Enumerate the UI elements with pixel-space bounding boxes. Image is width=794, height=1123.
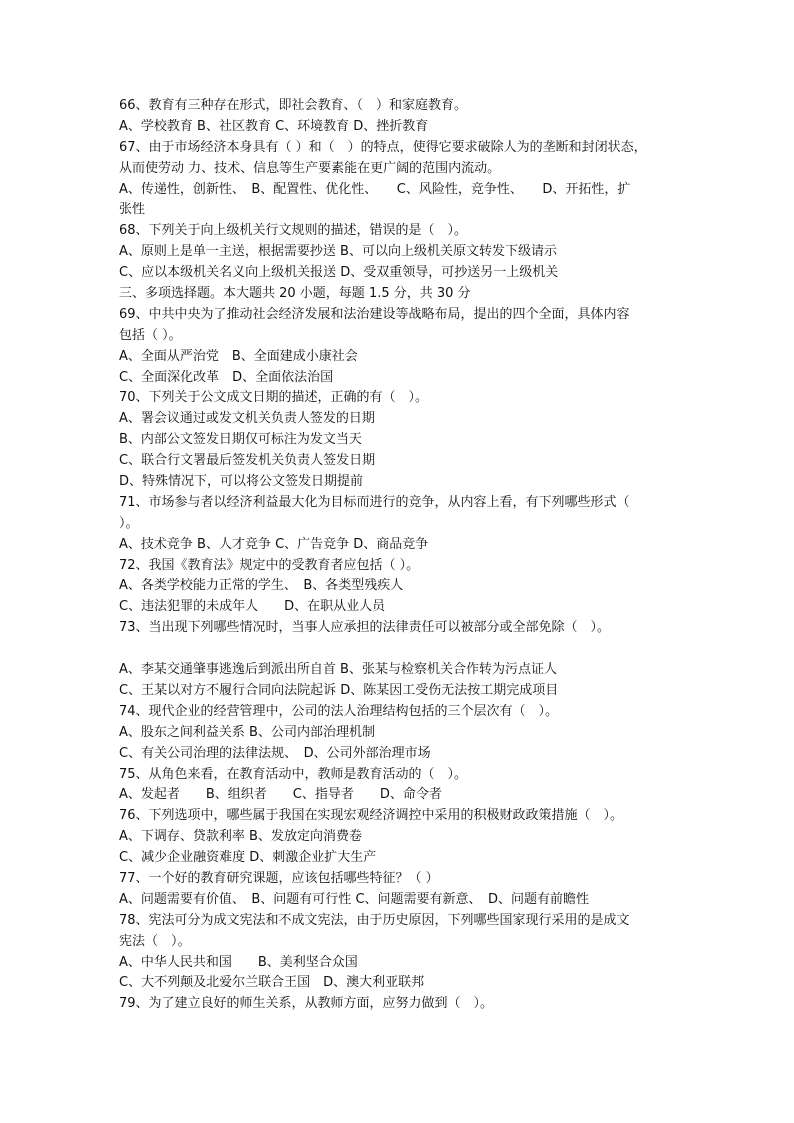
text-line: 75、从角色来看，在教育活动中，教师是教育活动的（ ）。	[119, 766, 468, 782]
text-line: A、股东之间利益关系 B、公司内部治理机制	[119, 724, 375, 740]
text-line: 76、下列选项中，哪些属于我国在实现宏观经济调控中采用的积极财政政策措施（ ）。	[119, 808, 624, 824]
section-heading: 三、多项选择题。本大题共 20 小题，每题 1.5 分，共 30 分	[119, 286, 471, 302]
text-line: B、内部公文签发日期仅可标注为发文当天	[119, 432, 362, 448]
text-line: C、联合行文署最后签发机关负责人签发日期	[119, 453, 376, 469]
text-line: C、减少企业融资难度 D、刺激企业扩大生产	[119, 850, 377, 866]
text-line: C、应以本级机关名义向上级机关报送 D、受双重领导，可抄送另一上级机关	[119, 265, 559, 281]
document-page	[119, 96, 687, 1015]
text-line: 73、当出现下列哪些情况时，当事人应承担的法律责任可以被部分或全部免除（ ）。	[119, 620, 611, 636]
text-line: 67、由于市场经济本身具有（ ）和（ ）的特点，使得它要求破除人为的垄断和封闭状态，	[119, 139, 647, 155]
text-line: 71、市场参与者以经济利益最大化为目标而进行的竞争，从内容上看，有下列哪些形式（	[119, 494, 630, 510]
text-line: 72、我国《教育法》规定中的受教育者应包括（ ）。	[119, 557, 420, 573]
text-line: D、特殊情况下，可以将公文签发日期提前	[119, 474, 364, 490]
text-line: C、王某以对方不履行合同向法院起诉 D、陈某因工受伤无法按工期完成项目	[119, 682, 559, 698]
text-line: 包括（ ）。	[119, 327, 182, 343]
text-line: 66、教育有三种存在形式，即社会教育、（ ）和家庭教育。	[119, 98, 468, 113]
text-line: A、学校教育 B、社区教育 C、环境教育 D、挫折教育	[119, 118, 429, 134]
text-line: A、中华人民共和国 B、美利坚合众国	[119, 954, 358, 970]
text-line: A、下调存、贷款利率 B、发放定向消费卷	[119, 829, 362, 845]
text-line: 77、一个好的教育研究课题，应该包括哪些特征？（ ）	[119, 870, 439, 886]
text-line: C、全面深化改革 D、全面依法治国	[119, 369, 334, 385]
text-line: 70、下列关于公文成文日期的描述，正确的有（ ）。	[119, 390, 429, 406]
text-line: 宪法（ ）。	[119, 933, 191, 949]
text-line: 68、下列关于向上级机关行文规则的描述，错误的是（ ）。	[119, 223, 468, 239]
text-line: A、传递性，创新性、 B、配置性、优化性、 C、风险性，竞争性、 D、开拓性，扩	[119, 181, 631, 197]
text-line: A、全面从严治党 B、全面建成小康社会	[119, 348, 358, 364]
text-line: 79、为了建立良好的师生关系，从教师方面，应努力做到（ ）。	[119, 996, 494, 1012]
text-line: A、发起者 B、组织者 C、指导者 D、命令者	[119, 787, 442, 803]
text-line: 78、宪法可分为成文宪法和不成文宪法，由于历史原因，下列哪些国家现行采用的是成文	[119, 912, 630, 928]
text-line: 从而使劳动 力、技术、信息等生产要素能在更广阔的范围内流动。	[119, 160, 501, 176]
text-line: 69、中共中央为了推动社会经济发展和法治建设等战略布局，提出的四个全面，具体内容	[119, 306, 630, 322]
text-line: C、违法犯罪的未成年人 D、在职从业人员	[119, 599, 386, 615]
text-line: 张性	[119, 202, 146, 218]
text-line: C、大不列颠及北爱尔兰联合王国 D、澳大利亚联邦	[119, 975, 425, 991]
blank-line	[119, 639, 687, 660]
text-line: A、各类学校能力正常的学生、 B、各类型残疾人	[119, 578, 404, 594]
text-line: A、李某交通肇事逃逸后到派出所自首 B、张某与检察机关合作转为污点证人	[119, 662, 557, 678]
text-line: C、有关公司治理的法律法规、 D、公司外部治理市场	[119, 745, 431, 761]
text-line: ）。	[119, 515, 139, 531]
text-line: A、技术竞争 B、人才竞争 C、广告竞争 D、商品竞争	[119, 536, 429, 552]
text-line: A、署会议通过或发文机关负责人签发的日期	[119, 411, 375, 427]
text-line: A、原则上是单一主送，根据需要抄送 B、可以向上级机关原文转发下级请示	[119, 244, 557, 260]
text-line: 74、现代企业的经营管理中，公司的法人治理结构包括的三个层次有（ ）。	[119, 703, 559, 719]
text-line: A、问题需要有价值、 B、问题有可行性 C、问题需要有新意、 D、问题有前瞻性	[119, 891, 590, 907]
